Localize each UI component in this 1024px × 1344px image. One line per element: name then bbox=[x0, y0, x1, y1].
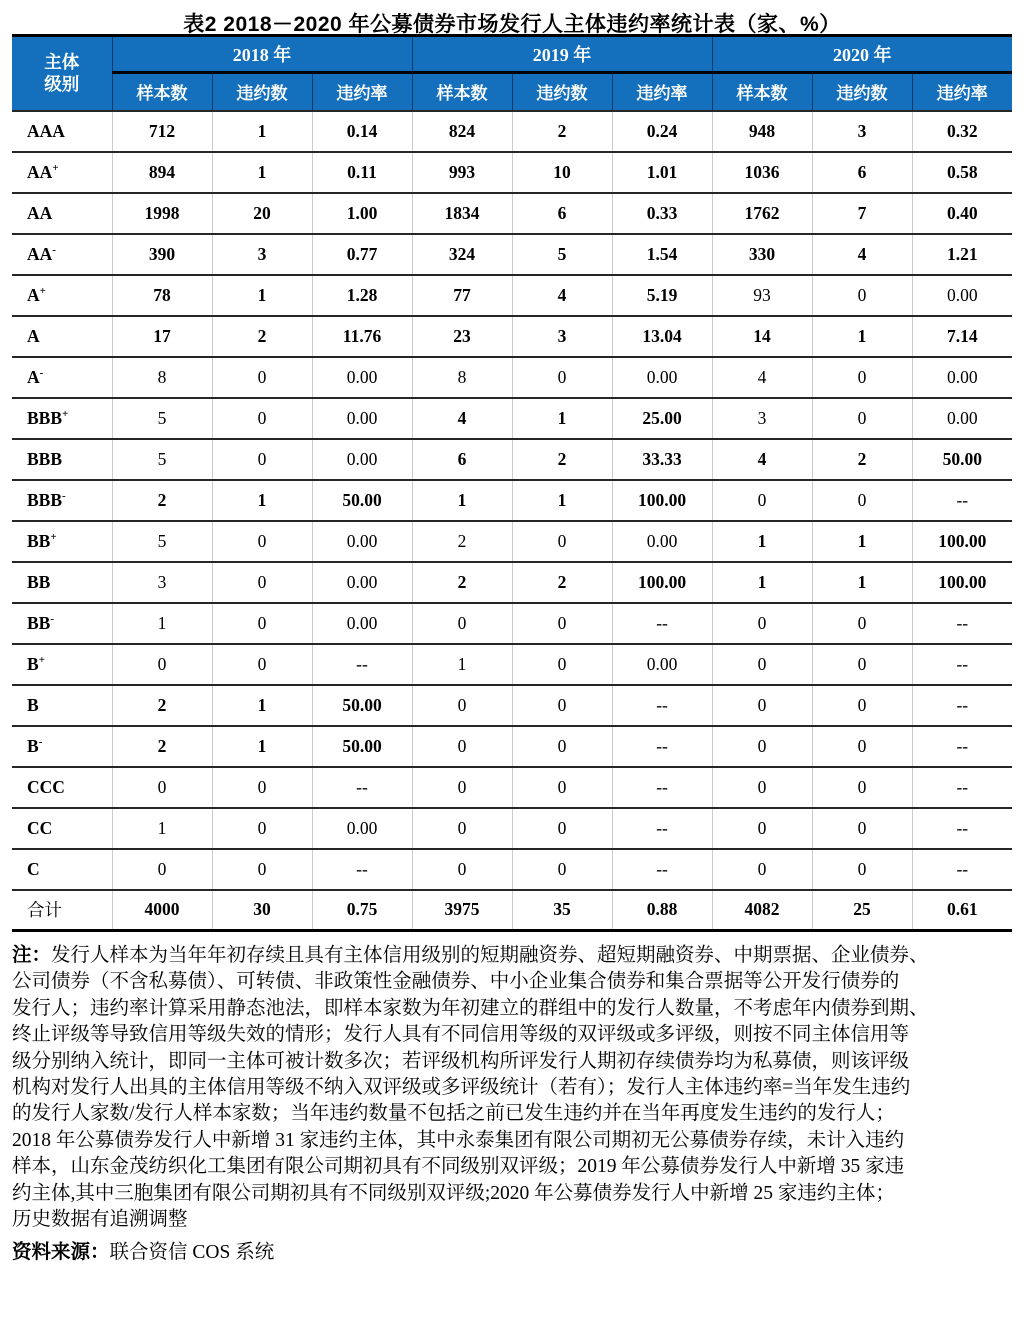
rating-superscript: + bbox=[38, 653, 45, 666]
rating-superscript: + bbox=[52, 161, 59, 174]
cell-2020-rate: 0.00 bbox=[912, 398, 1012, 439]
rating-superscript: - bbox=[38, 735, 43, 748]
cell-2020-sample: 0 bbox=[712, 685, 812, 726]
default-rate-table bbox=[12, 34, 1012, 932]
header-year-row bbox=[12, 36, 1012, 73]
cell-2019-rate: 0.00 bbox=[612, 521, 712, 562]
cell-2018-sample: 3 bbox=[112, 562, 212, 603]
table-row bbox=[12, 357, 1012, 398]
cell-2018-defaults: 1 bbox=[212, 726, 312, 767]
rating-superscript: - bbox=[52, 243, 56, 256]
rating-superscript: - bbox=[62, 489, 66, 502]
cell-2020-rate: 100.00 bbox=[912, 562, 1012, 603]
cell-2019-rate: 0.24 bbox=[612, 111, 712, 152]
cell-2019-defaults: 2 bbox=[512, 562, 612, 603]
cell-2018-rate: 0.00 bbox=[312, 562, 412, 603]
cell-2018-defaults: 1 bbox=[212, 480, 312, 521]
col-header-2020-rate: 违约率 bbox=[912, 73, 1012, 111]
table-row bbox=[12, 193, 1012, 234]
rating-superscript: + bbox=[39, 284, 46, 297]
cell-2019-rate: -- bbox=[612, 726, 712, 767]
rating-label: CCC bbox=[12, 767, 112, 808]
cell-2020-rate: 0.00 bbox=[912, 275, 1012, 316]
cell-2020-sample: 93 bbox=[712, 275, 812, 316]
cell-2018-defaults: 1 bbox=[212, 152, 312, 193]
cell-2018-defaults: 0 bbox=[212, 562, 312, 603]
cell-2019-rate: 33.33 bbox=[612, 439, 712, 480]
cell-2020-sample: 0 bbox=[712, 603, 812, 644]
cell-2018-rate: 50.00 bbox=[312, 726, 412, 767]
cell-2018-rate: -- bbox=[312, 644, 412, 685]
cell-2018-sample: 17 bbox=[112, 316, 212, 357]
cell-2020-rate: -- bbox=[912, 767, 1012, 808]
cell-2019-defaults: 35 bbox=[512, 890, 612, 931]
cell-2018-defaults: 2 bbox=[212, 316, 312, 357]
cell-2019-sample: 3975 bbox=[412, 890, 512, 931]
cell-2020-defaults: 0 bbox=[812, 480, 912, 521]
rating-label: AA+ bbox=[12, 152, 112, 193]
cell-2019-defaults: 0 bbox=[512, 685, 612, 726]
cell-2020-defaults: 2 bbox=[812, 439, 912, 480]
col-header-2018-sample: 样本数 bbox=[112, 73, 212, 111]
cell-2019-rate: -- bbox=[612, 849, 712, 890]
rating-label: B bbox=[12, 685, 112, 726]
cell-2020-defaults: 1 bbox=[812, 316, 912, 357]
cell-2018-defaults: 0 bbox=[212, 849, 312, 890]
note-label: 注： bbox=[12, 945, 52, 966]
cell-2019-defaults: 3 bbox=[512, 316, 612, 357]
table-body bbox=[12, 111, 1012, 931]
cell-2018-defaults: 0 bbox=[212, 439, 312, 480]
note-line: 终止评级等导致信用等级失效的情形；发行人具有不同信用等级的双评级或多评级，则按不同主体信用等 bbox=[12, 1024, 910, 1046]
table-header bbox=[12, 36, 1012, 111]
rating-label: BB- bbox=[12, 603, 112, 644]
cell-2020-rate: -- bbox=[912, 808, 1012, 849]
cell-2018-rate: 0.11 bbox=[312, 152, 412, 193]
cell-2020-rate: -- bbox=[912, 644, 1012, 685]
cell-2018-defaults: 0 bbox=[212, 603, 312, 644]
note-line: 的发行人家数/发行人样本家数；当年违约数量不包括之前已发生违约并在当年再度发生违约的发行人； bbox=[12, 1103, 895, 1125]
cell-2018-defaults: 1 bbox=[212, 111, 312, 152]
cell-2020-defaults: 0 bbox=[812, 849, 912, 890]
note-line: 样本，山东金茂纺织化工集团有限公司期初具有不同级别双评级；2019 年公募债券发行人中新增 35 家违 bbox=[12, 1156, 905, 1178]
table-row bbox=[12, 562, 1012, 603]
cell-2020-sample: 0 bbox=[712, 480, 812, 521]
cell-2018-rate: -- bbox=[312, 849, 412, 890]
cell-2018-sample: 1998 bbox=[112, 193, 212, 234]
source-label: 资料来源： bbox=[12, 1242, 110, 1264]
cell-2019-rate: 100.00 bbox=[612, 562, 712, 603]
note-text: 发行人样本为当年年初存续且具有主体信用级别的短期融资券、超短期融资券、中期票据、企业债券、 bbox=[51, 945, 929, 966]
cell-2018-sample: 5 bbox=[112, 521, 212, 562]
rating-label: CC bbox=[12, 808, 112, 849]
cell-2018-rate: 0.77 bbox=[312, 234, 412, 275]
cell-2020-sample: 1 bbox=[712, 562, 812, 603]
cell-2020-rate: -- bbox=[912, 849, 1012, 890]
cell-2018-defaults: 0 bbox=[212, 808, 312, 849]
cell-2018-sample: 894 bbox=[112, 152, 212, 193]
cell-2020-rate: 100.00 bbox=[912, 521, 1012, 562]
cell-2018-sample: 1 bbox=[112, 603, 212, 644]
rating-label: AAA bbox=[12, 111, 112, 152]
cell-2018-sample: 2 bbox=[112, 726, 212, 767]
rating-label: C bbox=[12, 849, 112, 890]
col-header-2020-sample: 样本数 bbox=[712, 73, 812, 111]
cell-2018-rate: -- bbox=[312, 767, 412, 808]
cell-2018-defaults: 0 bbox=[212, 644, 312, 685]
cell-2019-defaults: 10 bbox=[512, 152, 612, 193]
table-title: 表2 2018－2020 年公募债券市场发行人主体违约率统计表（家、%） bbox=[183, 13, 841, 36]
cell-2019-sample: 0 bbox=[412, 849, 512, 890]
cell-2020-rate: 0.61 bbox=[912, 890, 1012, 931]
cell-2019-defaults: 0 bbox=[512, 521, 612, 562]
cell-2019-rate: -- bbox=[612, 685, 712, 726]
cell-2019-rate: 0.33 bbox=[612, 193, 712, 234]
cell-2019-rate: 0.00 bbox=[612, 357, 712, 398]
total-row bbox=[12, 890, 1012, 931]
table-row bbox=[12, 644, 1012, 685]
note-line: 级分别纳入统计，即同一主体可被计数多次；若评级机构所评发行人期初存续债券均为私募债，则该评级 bbox=[12, 1050, 910, 1072]
cell-2018-sample: 0 bbox=[112, 644, 212, 685]
cell-2019-rate: 1.01 bbox=[612, 152, 712, 193]
cell-2019-sample: 824 bbox=[412, 111, 512, 152]
cell-2020-defaults: 0 bbox=[812, 603, 912, 644]
cell-2020-sample: 4082 bbox=[712, 890, 812, 931]
cell-2018-defaults: 20 bbox=[212, 193, 312, 234]
cell-2019-rate: 25.00 bbox=[612, 398, 712, 439]
cell-2019-defaults: 1 bbox=[512, 398, 612, 439]
cell-2019-sample: 4 bbox=[412, 398, 512, 439]
header-sub-row bbox=[12, 73, 1012, 111]
cell-2020-rate: 0.00 bbox=[912, 357, 1012, 398]
note-line: 约主体,其中三胞集团有限公司期初具有不同级别双评级;2020 年公募债券发行人中新增 25 家违约主体； bbox=[12, 1182, 895, 1204]
source-line bbox=[12, 1240, 1012, 1266]
cell-2018-defaults: 3 bbox=[212, 234, 312, 275]
cell-2019-rate: 1.54 bbox=[612, 234, 712, 275]
table-row bbox=[12, 849, 1012, 890]
note-line: 发行人；违约率计算采用静态池法，即样本家数为年初建立的群组中的发行人数量，不考虑年内债券到期、 bbox=[12, 997, 929, 1019]
col-header-2019-rate: 违约率 bbox=[612, 73, 712, 111]
cell-2020-sample: 3 bbox=[712, 398, 812, 439]
cell-2018-defaults: 1 bbox=[212, 685, 312, 726]
rating-superscript: + bbox=[62, 407, 69, 420]
cell-2020-defaults: 0 bbox=[812, 275, 912, 316]
cell-2019-defaults: 2 bbox=[512, 111, 612, 152]
cell-2020-sample: 948 bbox=[712, 111, 812, 152]
cell-2018-defaults: 0 bbox=[212, 767, 312, 808]
note-line: 2018 年公募债券发行人中新增 31 家违约主体，其中永泰集团有限公司期初无公募债券存续，未计入违约 bbox=[12, 1129, 905, 1151]
year-header-2020: 2020 年 bbox=[712, 36, 1012, 73]
cell-2020-rate: 50.00 bbox=[912, 439, 1012, 480]
cell-2020-sample: 330 bbox=[712, 234, 812, 275]
cell-2020-rate: -- bbox=[912, 726, 1012, 767]
cell-2020-sample: 0 bbox=[712, 726, 812, 767]
note-line: 公司债券（不含私募债）、可转债、非政策性金融债券、中小企业集合债券和集合票据等公开发行债券的 bbox=[12, 971, 900, 993]
source-text: 联合资信 COS 系统 bbox=[109, 1242, 275, 1264]
cell-2018-rate: 1.28 bbox=[312, 275, 412, 316]
cell-2019-rate: -- bbox=[612, 767, 712, 808]
cell-2019-sample: 0 bbox=[412, 685, 512, 726]
cell-2018-sample: 5 bbox=[112, 439, 212, 480]
cell-2020-sample: 1036 bbox=[712, 152, 812, 193]
rating-superscript: - bbox=[50, 612, 55, 625]
cell-2018-sample: 8 bbox=[112, 357, 212, 398]
table-row bbox=[12, 111, 1012, 152]
cell-2018-rate: 0.00 bbox=[312, 521, 412, 562]
cell-2020-rate: 7.14 bbox=[912, 316, 1012, 357]
cell-2019-defaults: 5 bbox=[512, 234, 612, 275]
cell-2020-defaults: 0 bbox=[812, 808, 912, 849]
cell-2020-defaults: 3 bbox=[812, 111, 912, 152]
corner-header bbox=[12, 36, 112, 111]
table-row bbox=[12, 603, 1012, 644]
cell-2018-defaults: 0 bbox=[212, 357, 312, 398]
cell-2020-defaults: 7 bbox=[812, 193, 912, 234]
cell-2019-sample: 2 bbox=[412, 521, 512, 562]
cell-2018-sample: 390 bbox=[112, 234, 212, 275]
cell-2019-defaults: 0 bbox=[512, 357, 612, 398]
year-header-2018: 2018 年 bbox=[112, 36, 412, 73]
cell-2019-defaults: 0 bbox=[512, 726, 612, 767]
cell-2019-rate: -- bbox=[612, 808, 712, 849]
cell-2020-defaults: 1 bbox=[812, 521, 912, 562]
rating-label: A+ bbox=[12, 275, 112, 316]
cell-2019-sample: 8 bbox=[412, 357, 512, 398]
cell-2018-rate: 0.00 bbox=[312, 398, 412, 439]
col-header-2020-defaults: 违约数 bbox=[812, 73, 912, 111]
cell-2019-rate: 0.00 bbox=[612, 644, 712, 685]
cell-2018-sample: 78 bbox=[112, 275, 212, 316]
rating-superscript: - bbox=[39, 366, 44, 379]
rating-label: B+ bbox=[12, 644, 112, 685]
cell-2019-defaults: 0 bbox=[512, 808, 612, 849]
cell-2018-sample: 2 bbox=[112, 685, 212, 726]
cell-2019-sample: 0 bbox=[412, 808, 512, 849]
table-row bbox=[12, 521, 1012, 562]
cell-2019-rate: 5.19 bbox=[612, 275, 712, 316]
cell-2020-defaults: 0 bbox=[812, 398, 912, 439]
cell-2020-rate: -- bbox=[912, 480, 1012, 521]
rating-label: BBB bbox=[12, 439, 112, 480]
cell-2018-sample: 0 bbox=[112, 849, 212, 890]
rating-label: B- bbox=[12, 726, 112, 767]
table-row bbox=[12, 152, 1012, 193]
cell-2020-sample: 0 bbox=[712, 767, 812, 808]
cell-2019-sample: 0 bbox=[412, 767, 512, 808]
cell-2020-sample: 4 bbox=[712, 357, 812, 398]
cell-2020-defaults: 4 bbox=[812, 234, 912, 275]
cell-2018-defaults: 0 bbox=[212, 398, 312, 439]
cell-2019-sample: 0 bbox=[412, 726, 512, 767]
cell-2019-sample: 324 bbox=[412, 234, 512, 275]
cell-2020-rate: 0.58 bbox=[912, 152, 1012, 193]
cell-2018-rate: 0.00 bbox=[312, 439, 412, 480]
table-row bbox=[12, 234, 1012, 275]
rating-label: A bbox=[12, 316, 112, 357]
cell-2019-defaults: 0 bbox=[512, 849, 612, 890]
cell-2019-rate: 13.04 bbox=[612, 316, 712, 357]
cell-2020-defaults: 0 bbox=[812, 357, 912, 398]
cell-2019-defaults: 2 bbox=[512, 439, 612, 480]
rating-label: BBB+ bbox=[12, 398, 112, 439]
cell-2018-rate: 50.00 bbox=[312, 685, 412, 726]
rating-superscript: + bbox=[50, 530, 57, 543]
cell-2020-sample: 1762 bbox=[712, 193, 812, 234]
cell-2020-sample: 0 bbox=[712, 808, 812, 849]
cell-2020-sample: 1 bbox=[712, 521, 812, 562]
cell-2020-defaults: 1 bbox=[812, 562, 912, 603]
table-row bbox=[12, 685, 1012, 726]
notes-block bbox=[12, 943, 1012, 1233]
cell-2020-sample: 0 bbox=[712, 849, 812, 890]
col-header-2019-defaults: 违约数 bbox=[512, 73, 612, 111]
cell-2018-rate: 11.76 bbox=[312, 316, 412, 357]
cell-2018-sample: 0 bbox=[112, 767, 212, 808]
table-row bbox=[12, 808, 1012, 849]
cell-2018-rate: 0.00 bbox=[312, 357, 412, 398]
cell-2020-defaults: 25 bbox=[812, 890, 912, 931]
cell-2018-defaults: 0 bbox=[212, 521, 312, 562]
col-header-2019-sample: 样本数 bbox=[412, 73, 512, 111]
cell-2020-defaults: 6 bbox=[812, 152, 912, 193]
cell-2020-rate: -- bbox=[912, 685, 1012, 726]
year-header-2019: 2019 年 bbox=[412, 36, 712, 73]
cell-2020-defaults: 0 bbox=[812, 685, 912, 726]
cell-2020-sample: 0 bbox=[712, 644, 812, 685]
cell-2019-sample: 23 bbox=[412, 316, 512, 357]
cell-2019-defaults: 0 bbox=[512, 767, 612, 808]
note-line: 机构对发行人出具的主体信用等级不纳入双评级或多评级统计（若有）；发行人主体违约率=当年发生违约 bbox=[12, 1077, 911, 1099]
cell-2018-sample: 4000 bbox=[112, 890, 212, 931]
rating-label: BB+ bbox=[12, 521, 112, 562]
table-row bbox=[12, 398, 1012, 439]
table-row bbox=[12, 275, 1012, 316]
cell-2020-rate: -- bbox=[912, 603, 1012, 644]
cell-2020-defaults: 0 bbox=[812, 726, 912, 767]
cell-2018-rate: 0.75 bbox=[312, 890, 412, 931]
cell-2018-rate: 0.00 bbox=[312, 603, 412, 644]
table-row bbox=[12, 726, 1012, 767]
cell-2020-sample: 14 bbox=[712, 316, 812, 357]
cell-2019-defaults: 6 bbox=[512, 193, 612, 234]
cell-2020-defaults: 0 bbox=[812, 767, 912, 808]
cell-2018-rate: 0.14 bbox=[312, 111, 412, 152]
corner-header-line1: 主体 bbox=[44, 52, 80, 73]
cell-2020-sample: 4 bbox=[712, 439, 812, 480]
table-row bbox=[12, 480, 1012, 521]
rating-label: A- bbox=[12, 357, 112, 398]
rating-label: 合计 bbox=[12, 890, 112, 931]
cell-2019-defaults: 4 bbox=[512, 275, 612, 316]
cell-2019-sample: 6 bbox=[412, 439, 512, 480]
col-header-2018-defaults: 违约数 bbox=[212, 73, 312, 111]
cell-2019-defaults: 0 bbox=[512, 644, 612, 685]
cell-2020-defaults: 0 bbox=[812, 644, 912, 685]
cell-2019-rate: -- bbox=[612, 603, 712, 644]
rating-label: AA bbox=[12, 193, 112, 234]
cell-2018-sample: 5 bbox=[112, 398, 212, 439]
cell-2018-rate: 0.00 bbox=[312, 808, 412, 849]
cell-2020-rate: 1.21 bbox=[912, 234, 1012, 275]
cell-2019-sample: 1834 bbox=[412, 193, 512, 234]
rating-label: BBB- bbox=[12, 480, 112, 521]
cell-2019-defaults: 0 bbox=[512, 603, 612, 644]
cell-2019-sample: 1 bbox=[412, 644, 512, 685]
note-line bbox=[12, 943, 1012, 969]
cell-2019-sample: 2 bbox=[412, 562, 512, 603]
cell-2018-sample: 2 bbox=[112, 480, 212, 521]
cell-2019-sample: 1 bbox=[412, 480, 512, 521]
cell-2019-rate: 0.88 bbox=[612, 890, 712, 931]
cell-2019-sample: 0 bbox=[412, 603, 512, 644]
cell-2019-rate: 100.00 bbox=[612, 480, 712, 521]
cell-2018-defaults: 1 bbox=[212, 275, 312, 316]
cell-2018-rate: 1.00 bbox=[312, 193, 412, 234]
cell-2019-sample: 993 bbox=[412, 152, 512, 193]
table-row bbox=[12, 439, 1012, 480]
cell-2019-defaults: 1 bbox=[512, 480, 612, 521]
cell-2019-sample: 77 bbox=[412, 275, 512, 316]
cell-2018-sample: 1 bbox=[112, 808, 212, 849]
col-header-2018-rate: 违约率 bbox=[312, 73, 412, 111]
cell-2020-rate: 0.40 bbox=[912, 193, 1012, 234]
cell-2018-defaults: 30 bbox=[212, 890, 312, 931]
table-row bbox=[12, 316, 1012, 357]
corner-header-line2: 级别 bbox=[44, 74, 80, 95]
cell-2020-rate: 0.32 bbox=[912, 111, 1012, 152]
cell-2018-rate: 50.00 bbox=[312, 480, 412, 521]
rating-label: BB bbox=[12, 562, 112, 603]
rating-label: AA- bbox=[12, 234, 112, 275]
table-row bbox=[12, 767, 1012, 808]
note-line: 历史数据有追溯调整 bbox=[12, 1209, 188, 1231]
cell-2018-sample: 712 bbox=[112, 111, 212, 152]
